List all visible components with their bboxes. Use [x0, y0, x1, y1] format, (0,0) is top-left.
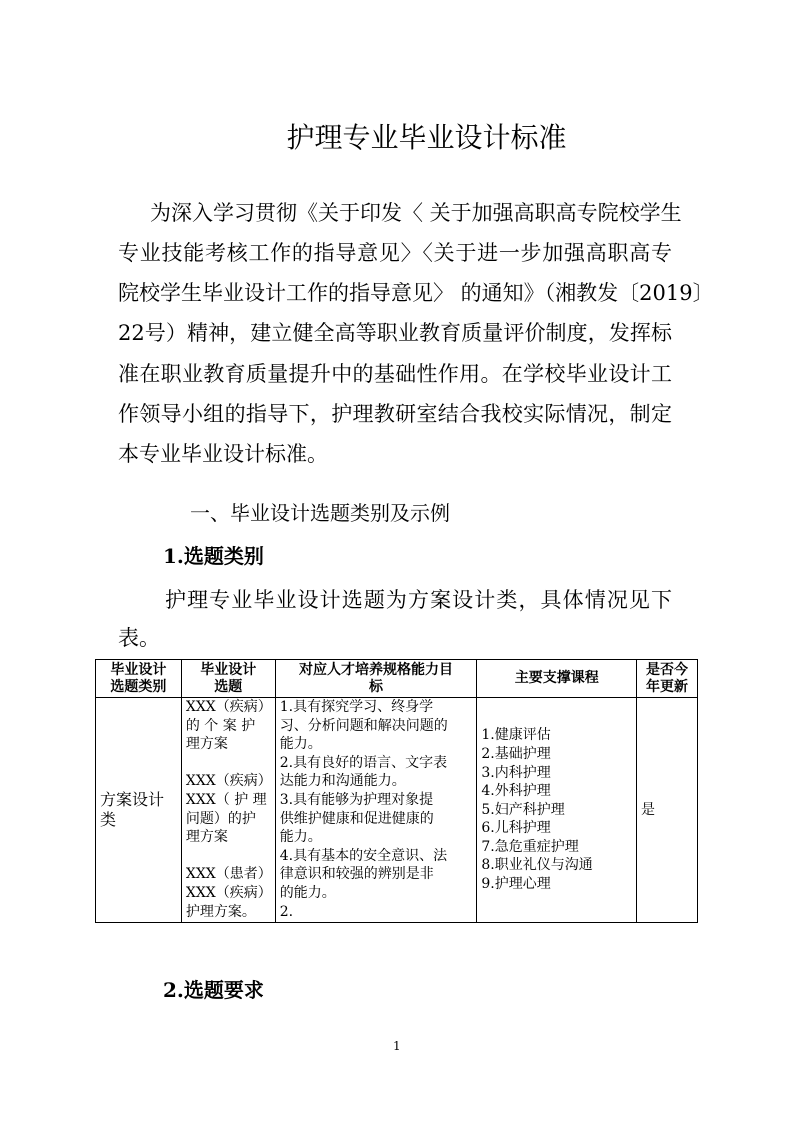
courses-cell: 1.健康评估 2.基础护理 3.内科护理 4.外科护理 5.妇产科护理 6.儿科护理 7.急危重症护理 8.职业礼仪与沟通 9.护理心理 — [477, 698, 637, 923]
header-courses: 主要支撑课程 — [477, 660, 637, 698]
paragraph-line: 表。 — [118, 626, 160, 650]
paragraph-line: 22号）精神，建立健全高等职业教育质量评价制度，发挥标 — [118, 321, 672, 345]
updated-cell: 是 — [637, 698, 698, 923]
header-updated: 是否今 年更新 — [637, 660, 698, 698]
topics-cell: XXX（疾病） 的 个 案 护 理方案 XXX（疾病） XXX（ 护 理 问题）的护 理方案 XXX（患者） XXX（疾病） 护理方案。 — [181, 698, 275, 923]
page-number: 1 — [393, 1039, 401, 1053]
paragraph-line: 专业技能考核工作的指导意见〉〈关于进一步加强高职高专 — [118, 241, 672, 265]
table-header-row — [96, 660, 698, 698]
table-row — [96, 698, 698, 923]
paragraph-line: 为深入学习贯彻《关于印发〈 关于加强高职高专院校学生 — [150, 201, 682, 225]
paragraph-line: 院校学生毕业设计工作的指导意见〉 的通知》（湘教发〔2019〕 — [118, 281, 714, 305]
paragraph-line: 护理专业毕业设计选题为方案设计类，具体情况见下 — [165, 588, 672, 612]
header-goals: 对应人才培养规格能力目 标 — [275, 660, 477, 698]
subsection-heading: 2.选题要求 — [163, 978, 264, 1002]
paragraph-line: 准在职业教育质量提升中的基础性作用。在学校毕业设计工 — [118, 362, 672, 386]
paragraph-line: 作领导小组的指导下，护理教研室结合我校实际情况，制定 — [118, 402, 672, 426]
topic-table — [95, 659, 698, 923]
goals-cell: 1.具有探究学习、终身学 习、分析问题和解决问题的 能力。 2.具有良好的语言、文字表 达能力和沟通能力。 3.具有能够为护理对象提 供维护健康和促进健康的 能力。 4.具有基本的安全意识、法 律意识和较强的辨别是非 的能力。 2. — [275, 698, 477, 923]
header-category: 毕业设计 选题类别 — [96, 660, 182, 698]
subsection-heading: 1.选题类别 — [163, 544, 264, 568]
header-topic: 毕业设计 选题 — [181, 660, 275, 698]
section-heading: 一、毕业设计选题类别及示例 — [190, 501, 450, 525]
page-title: 护理专业毕业设计标准 — [286, 121, 567, 154]
paragraph-line: 本专业毕业设计标准。 — [118, 442, 328, 466]
category-cell: 方案设计 类 — [96, 698, 182, 923]
